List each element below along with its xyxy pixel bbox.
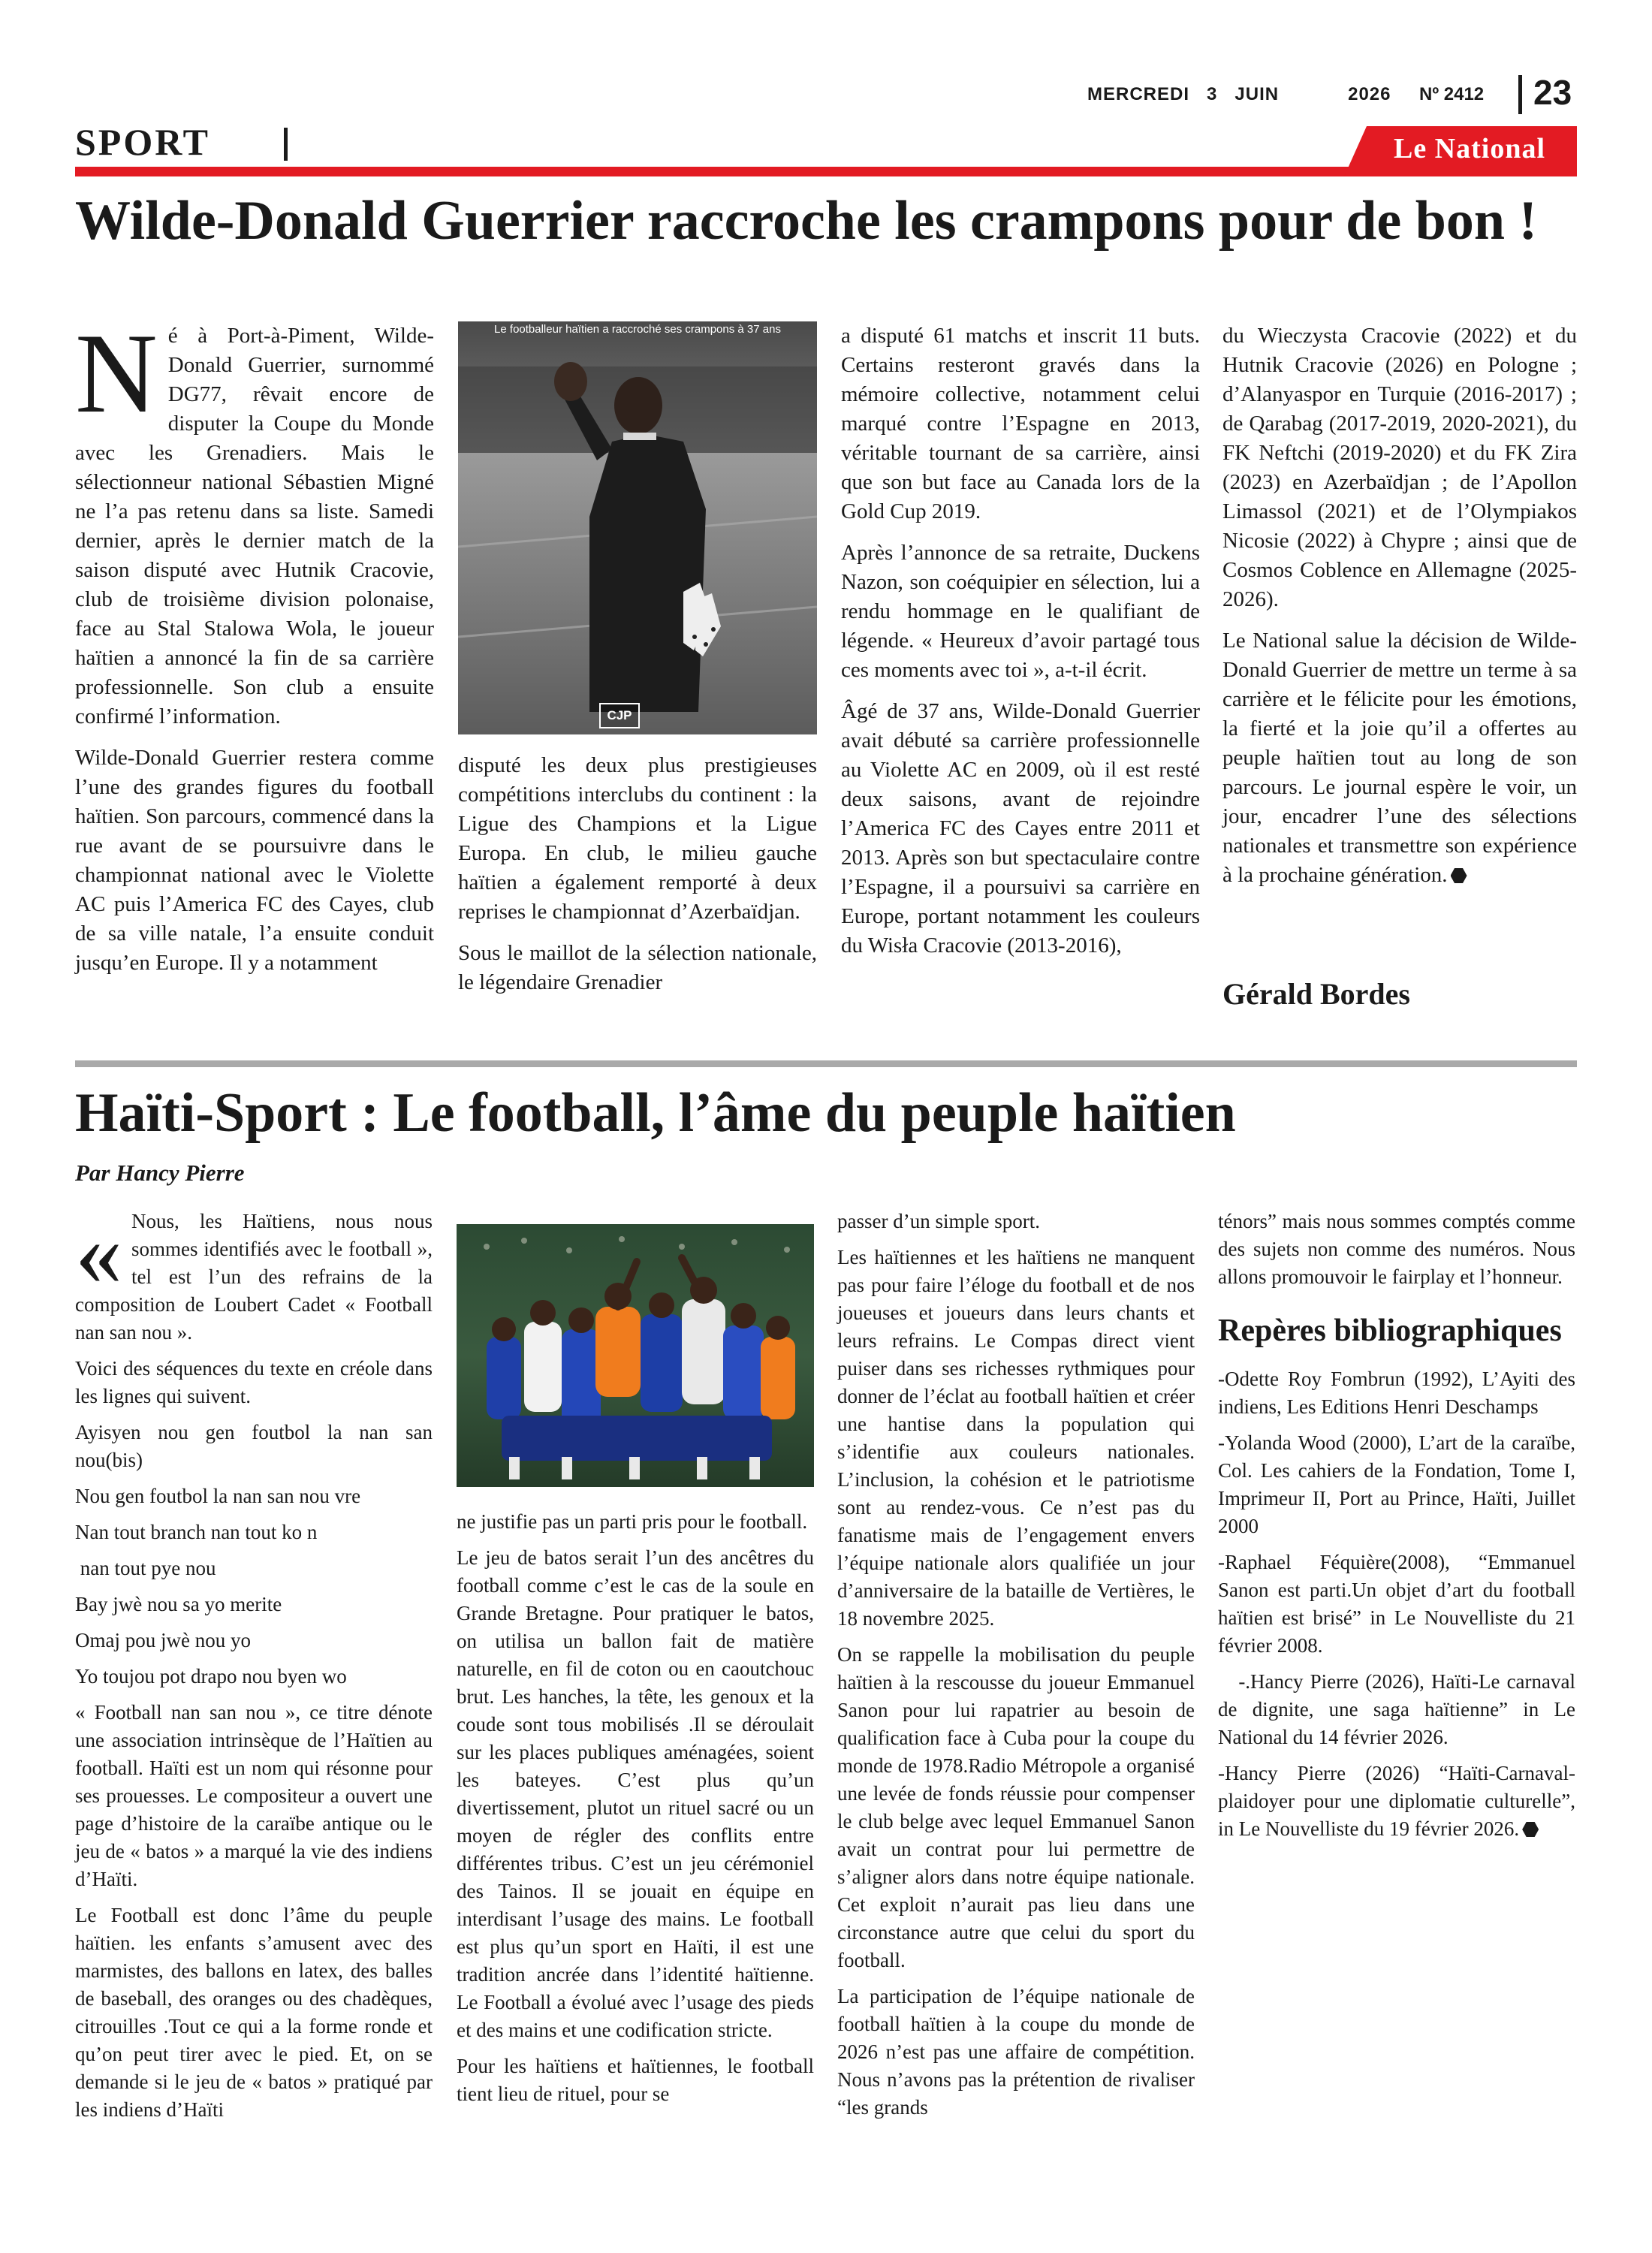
reference-item: -Odette Roy Fombrun (1992), L’Ayiti des indiens, Les Editions Henri Deschamps bbox=[1218, 1368, 1575, 1418]
lyric-line: Ayisyen nou gen foutbol la nan san nou(bis) bbox=[75, 1421, 433, 1471]
end-mark-icon bbox=[1451, 868, 1467, 883]
article-2-paragraph: « Football nan san nou », ce titre dénote une association intrinsèque de l’Haïtien au football. Haïti est un nom qui résonne pour ses prouesses. Le compositeur a ouvert une page d’histoire de la caraïbe antique ou le jeu de « batos » a marqué la vie des indiens d’Haïti. bbox=[75, 1701, 433, 1890]
article-divider bbox=[75, 1060, 1577, 1067]
lyric-line: Nan tout branch nan tout ko n bbox=[75, 1521, 318, 1543]
article-1-paragraph bbox=[75, 310, 434, 731]
article-2-paragraph: ne justifie pas un parti pris pour le football. bbox=[457, 1510, 808, 1533]
photo-caption: Le footballeur haïtien a raccroché ses crampons à 37 ans bbox=[494, 323, 781, 336]
opening-quote-mark: « bbox=[75, 1201, 122, 1305]
article-2-paragraph: Le jeu de batos serait l’un des ancêtres du football comme c’est le cas de la soule en Grande Bretagne. Pour pratiquer le batos, on utilisa un ballon fait de matière naturelle, en fil de coton ou en caoutchouc brut. Les hanches, la tête, les genoux et la coude sont tous mobilisés .Il se déroulait sur les places publiques aménagées, soient les bateyes. C’est plus qu’un divertissement, plutot un rituel sacré ou un moyen de régler des conflits entre différentes tribus. C’est un jeu cérémoniel des Tainos. Il se jouait en équipe en interdisant l’usage des mains. Le football est plus qu’un sport en Haïti, il est une tradition ancrée dans l’identité haïtienne. Le Football a évolué avec l’usage des pieds et des mains et une codification stricte. bbox=[457, 1546, 814, 2041]
header-divider bbox=[1518, 75, 1522, 114]
article-2-paragraph: passer d’un simple sport. bbox=[837, 1210, 1040, 1232]
article-1-paragraph: Après l’annonce de sa retraite, Duckens Nazon, son coéquipier en sélection, lui a rendu hommage en le qualifiant de légende. « Heureux d’avoir partagé tous ces moments avec toi », a-t-il écrit. bbox=[841, 541, 1200, 682]
article-2-paragraph-text: Nous, les Haïtiens, nous nous sommes identifiés avec le football », tel est l’un des refrains de la composition de Loubert Cadet « Football nan san nou ». bbox=[75, 1210, 433, 1344]
article-1-paragraph: Sous le maillot de la sélection nationale, le légendaire Grenadier bbox=[458, 941, 817, 994]
page-number: 23 bbox=[1533, 73, 1572, 112]
issue-day: MERCREDI bbox=[1087, 84, 1190, 104]
issue-month: JUIN bbox=[1234, 84, 1280, 104]
guerrier-photo-image bbox=[458, 321, 817, 734]
article-1-column-1 bbox=[75, 310, 434, 990]
reference-item-text: -Hancy Pierre (2026) “Haïti-Carnaval-plaidoyer pour une diplomatie culturelle”, in Le Nouvelliste du 19 février 2026. bbox=[1218, 1762, 1575, 1840]
lyric-line: nan tout pye nou bbox=[75, 1557, 216, 1579]
article-2-column-3 bbox=[837, 1208, 1195, 2130]
photo-credit-badge: CJP bbox=[599, 703, 640, 728]
drop-cap: N bbox=[75, 310, 158, 436]
article-2-paragraph: ténors” mais nous sommes comptés comme des sujets non comme des numéros. Nous allons promouvoir le fairplay et l’honneur. bbox=[1218, 1210, 1575, 1288]
article-2-column-4 bbox=[1218, 1208, 1581, 1851]
article-2-headline: Haïti-Sport : Le football, l’âme du peuple haïtien bbox=[75, 1082, 1236, 1144]
article-1-paragraph: Âgé de 37 ans, Wilde-Donald Guerrier avait débuté sa carrière professionnelle au Violette AC en 2009, où il est resté deux saisons, avant de rejoindre l’America FC des Cayes entre 2011 et 2013. Après son but spectaculaire contre l’Espagne, il a poursuivi sa carrière en Europe, portant notamment les couleurs du Wisła Cracovie (2013-2016), bbox=[841, 699, 1200, 958]
reference-item: -Yolanda Wood (2000), L’art de la caraïbe, Col. Les cahiers de la Fondation, Tome I, Imprimeur II, Port au Prince, Haïti, Juillet 2000 bbox=[1218, 1431, 1575, 1537]
article-1-paragraph-text: é à Port-à-Piment, Wilde-Donald Guerrier, surnommé DG77, rêvait encore de disputer la Coupe du Monde avec les Grenadiers. Mais le sélectionneur national Sébastien Migné ne l’a pas retenu dans sa liste. Samedi dernier, après le dernier match de la saison disputé avec Hutnik Cracovie, club de troisième division polonaise, face au Stal Stalowa Wola, le joueur haïtien a annoncé la fin de sa carrière professionnelle. Son club a ensuite confirmé l’information. bbox=[75, 324, 434, 728]
haiti-team-celebration-image bbox=[457, 1224, 814, 1487]
section-divider bbox=[284, 128, 288, 161]
article-2-paragraph: Voici des séquences du texte en créole dans les lignes qui suivent. bbox=[75, 1357, 433, 1407]
article-1-column-4 bbox=[1222, 321, 1577, 902]
section-title: SPORT bbox=[75, 121, 210, 163]
reference-item: -Raphael Féquière(2008), “Emmanuel Sanon est parti.Un objet d’art du football haïtien est brisé” in Le Nouvelliste du 21 février 2008. bbox=[1218, 1551, 1575, 1657]
end-mark-icon bbox=[1522, 1822, 1539, 1837]
issue-year: 2026 bbox=[1348, 84, 1391, 104]
issue-date bbox=[1087, 84, 1391, 105]
article-1-paragraph: Wilde-Donald Guerrier restera comme l’une des grandes figures du football haïtien. Son parcours, commencé dans la rue avant de se poursuivre dans le championnat national avec le Violette AC puis l’America FC des Cayes, club de sa ville natale, l’a ensuite conduit jusqu’en Europe. Il y a notamment bbox=[75, 746, 434, 975]
article-2-column-1 bbox=[75, 1201, 433, 2132]
references-heading: Repères bibliographiques bbox=[1218, 1313, 1562, 1348]
issue-number: Nº 2412 bbox=[1419, 84, 1485, 104]
article-1-column-2 bbox=[458, 751, 817, 1009]
lyric-line: Omaj pou jwè nou yo bbox=[75, 1629, 251, 1651]
newspaper-name: Le National bbox=[1393, 133, 1546, 164]
reference-item bbox=[1218, 1760, 1575, 1843]
article-2-paragraph: Le Football est donc l’âme du peuple haïtien. les enfants s’amusent avec des marmistes, des ballons en latex, des balles de baseball, des oranges ou des chadèques, citrouilles .Tout ce qui a la forme ronde et qu’on peut tirer avec le pied. Et, on se demande si le jeu de « batos » pratiqué par les indiens d’Haïti bbox=[75, 1904, 433, 2121]
issue-date-number: 3 bbox=[1207, 84, 1218, 104]
article-2-byline: Par Hancy Pierre bbox=[75, 1160, 245, 1186]
article-2-paragraph bbox=[75, 1201, 433, 1347]
lyric-line: Yo toujou pot drapo nou byen wo bbox=[75, 1665, 347, 1687]
article-1-paragraph bbox=[1222, 626, 1577, 890]
article-1-headline: Wilde-Donald Guerrier raccroche les crampons pour de bon ! bbox=[75, 190, 1538, 252]
article-2-paragraph: On se rappelle la mobilisation du peuple haïtien à la rescousse du joueur Emmanuel Sanon pour lui rapatrier au besoin de qualification face à Cuba pour la coupe du monde de 1978.Radio Métropole a organisé une levée de fonds réussie pour compenser le club belge avec lequel Emmanuel Sanon avait un contrat pour lui permettre de s’aligner alors dans notre équipe nationale. Cet exploit n’aurait pas lieu dans une circonstance autre que celui du sport du football. bbox=[837, 1643, 1195, 1971]
lyric-line: Nou gen foutbol la nan san nou vre bbox=[75, 1485, 361, 1507]
haiti-team-celebration-photo bbox=[457, 1224, 814, 1487]
article-1-paragraph: du Wieczysta Cracovie (2022) et du Hutnik Cracovie (2026) en Pologne ; d’Alanyaspor en Turquie (2016-2017) ; de Qarabag (2017-2019, 2020-2021), du FK Neftchi (2019-2020) et du FK Zira (2023) en Azerbaïdjan ; de l’Apollon Limassol (2021) et de l’Olympiakos Nicosie (2022) à Chypre ; ainsi que de Cosmos Coblence en Allemagne (2025-2026). bbox=[1222, 324, 1577, 611]
article-2-paragraph: La participation de l’équipe nationale de football haïtien à la coupe du monde de 2026 n’est pas une affaire de compétition. Nous n’avons pas la prétention de rivaliser “les grands bbox=[837, 1985, 1195, 2119]
article-2-column-2 bbox=[457, 1508, 814, 2116]
article-2-paragraph: Les haïtiennes et les haïtiens ne manquent pas pour faire l’éloge du football et de nos joueuses et joueurs dans leurs chants et leurs refrains. Le Compas direct vient puiser dans ses richesses rythmiques pour donner de l’éclat au football haïtien et créer une hantise dans la population qui s’identifie aux couleurs nationales. L’inclusion, la cohésion et le patriotisme sont au rendez-vous. Ce n’est pas du fanatisme mais de l’engagement envers l’équipe nationale alors qualifiée un jour d’anniversaire de la bataille de Vertières, le 18 novembre 2025. bbox=[837, 1246, 1195, 1630]
article-2-paragraph: Pour les haïtiens et haïtiennes, le football tient lieu de rituel, pour se bbox=[457, 2055, 814, 2105]
article-1-paragraph: disputé les deux plus prestigieuses compétitions interclubs du continent : la Ligue des Champions et la Ligue Europa. En club, le milieu gauche haïtien a également remporté à deux reprises le championnat d’Azerbaïdjan. bbox=[458, 753, 817, 924]
article-1-author: Gérald Bordes bbox=[1222, 977, 1410, 1011]
article-1-column-3 bbox=[841, 321, 1200, 973]
guerrier-photo bbox=[458, 321, 817, 734]
article-1-paragraph-text: Le National salue la décision de Wilde-Donald Guerrier de mettre un terme à sa carrière et le félicite pour les émotions, la fierté et la joie qu’il a offertes au peuple haïtien tout au long de son parcours. Le journal espère le voir, un jour, encadrer l’une des sélections nationales et transmettre son expérience à la prochaine génération. bbox=[1222, 629, 1577, 887]
lyric-line: Bay jwè nou sa yo merite bbox=[75, 1593, 282, 1615]
reference-item: -.Hancy Pierre (2026), Haïti-Le carnaval de dignite, une saga haïtienne” in Le National du 14 février 2026. bbox=[1218, 1670, 1581, 1748]
article-1-paragraph: a disputé 61 matchs et inscrit 11 buts. Certains resteront gravés dans la mémoire collective, notamment celui marqué contre l’Espagne en 2013, véritable tournant de sa carrière, ainsi que son but face au Canada lors de la Gold Cup 2019. bbox=[841, 324, 1200, 523]
